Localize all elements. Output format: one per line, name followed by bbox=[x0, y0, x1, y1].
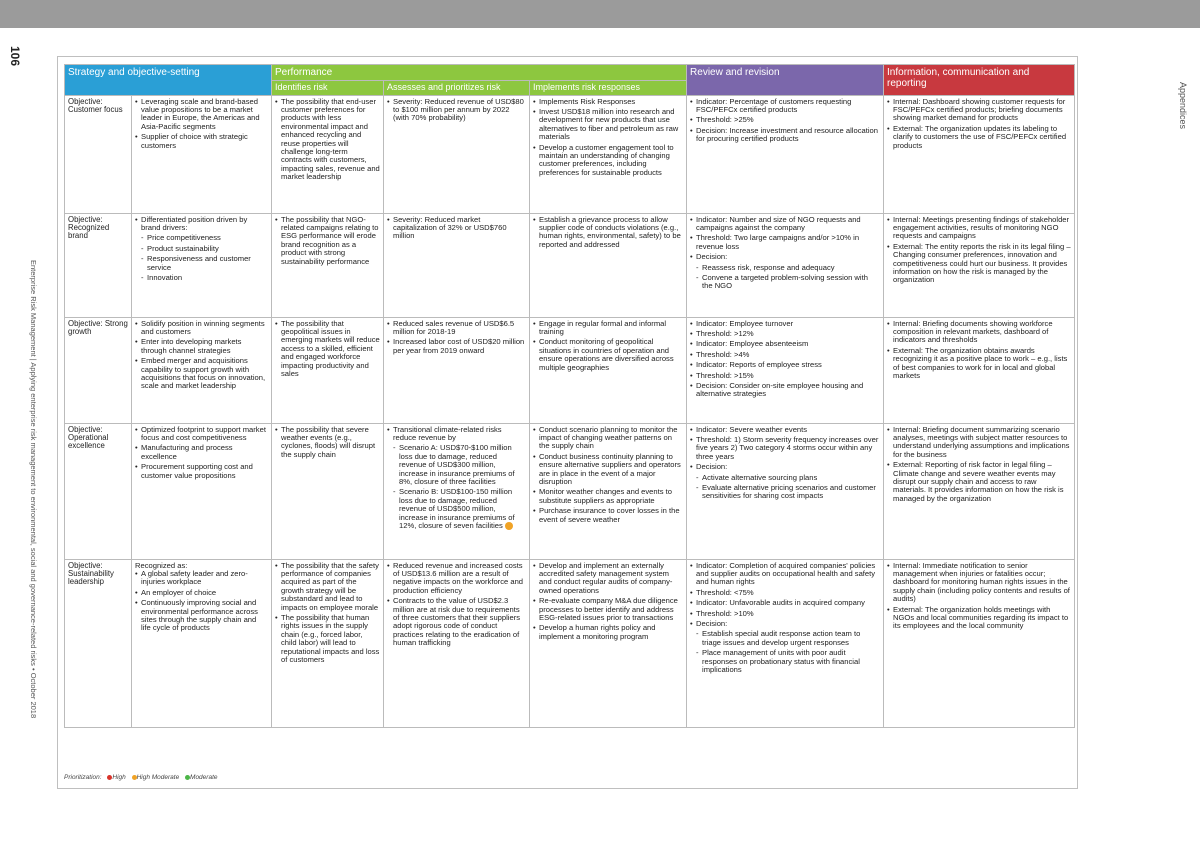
list-item bbox=[141, 463, 268, 480]
legend-high-moderate: High Moderate bbox=[136, 774, 180, 781]
objective-cell: Objective: Strong growth bbox=[65, 317, 132, 423]
list-item bbox=[281, 320, 380, 379]
identifies-cell bbox=[272, 317, 384, 423]
item-text: Threshold: <75% bbox=[696, 587, 754, 597]
list-item bbox=[539, 108, 683, 142]
list-item bbox=[141, 320, 268, 337]
sub-list-item bbox=[702, 484, 880, 501]
sub-list-item bbox=[702, 630, 880, 647]
list-item bbox=[696, 610, 880, 618]
assesses-cell bbox=[384, 423, 530, 559]
list-item bbox=[539, 453, 683, 487]
item-text: Price competitiveness bbox=[147, 233, 221, 243]
list-item bbox=[696, 372, 880, 380]
page-number: 106 bbox=[8, 46, 22, 67]
item-text: Engage in regular formal and informal training bbox=[539, 318, 667, 336]
item-text: Activate alternative sourcing plans bbox=[702, 472, 818, 482]
table-row bbox=[65, 95, 1075, 213]
item-text: Severity: Reduced market capitalization of 32% or USD$760 million bbox=[393, 214, 507, 241]
item-text: Purchase insurance to cover losses in the event of severe weather bbox=[539, 506, 680, 524]
item-text: A global safety leader and zero-injuries workplace bbox=[141, 568, 248, 587]
list-item bbox=[393, 216, 526, 241]
header-strategy: Strategy and objective-setting bbox=[65, 65, 272, 96]
strategy-cell bbox=[132, 95, 272, 213]
item-text: Scenario A: USD$70-$100 million loss due to damage, reduced revenue of USD$300 million, increase in insurance premiums of 8%, closure of three facilities bbox=[399, 443, 515, 486]
table-row bbox=[65, 213, 1075, 317]
item-text: Reassess risk, response and adequacy bbox=[702, 262, 835, 272]
item-text: Indicator: Number and size of NGO requests and campaigns against the company bbox=[696, 214, 861, 232]
item-text: Indicator: Employee absenteeism bbox=[696, 339, 809, 349]
review-cell bbox=[687, 317, 884, 423]
list-item bbox=[696, 330, 880, 338]
item-text: Indicator: Unfavorable audits in acquired company bbox=[696, 598, 865, 608]
list-item bbox=[893, 98, 1071, 123]
item-text: Evaluate alternative pricing scenarios and customer sensitivities for sharing cost impacts bbox=[702, 482, 876, 501]
identifies-cell bbox=[272, 213, 384, 317]
list-item bbox=[141, 599, 268, 633]
sub-list-item bbox=[399, 444, 526, 486]
item-text: Decision: Consider on-site employee housing and alternative strategies bbox=[696, 380, 864, 399]
item-text: Continuously improving social and environmental performance across sites through the supply chain and life cycle of products bbox=[141, 598, 258, 633]
list-item bbox=[696, 98, 880, 115]
sub-list-item bbox=[702, 649, 880, 674]
item-text: Internal: Meetings presenting findings of stakeholder engagement activities, results of monitoring NGO requests and campaigns bbox=[893, 214, 1070, 241]
item-text: Threshold: >12% bbox=[696, 328, 754, 338]
erm-table bbox=[64, 64, 1075, 728]
review-cell bbox=[687, 213, 884, 317]
info-cell bbox=[884, 95, 1075, 213]
table-row bbox=[65, 317, 1075, 423]
list-item bbox=[696, 116, 880, 124]
header-performance: Performance bbox=[272, 65, 687, 81]
objective-cell: Objective: Sustainability leadership bbox=[65, 559, 132, 727]
table-row bbox=[65, 423, 1075, 559]
implements-cell bbox=[530, 317, 687, 423]
review-cell bbox=[687, 423, 884, 559]
item-text: Develop a human rights policy and implement a monitoring program bbox=[539, 623, 656, 641]
assesses-cell bbox=[384, 559, 530, 727]
item-text: The possibility that NGO-related campaigns relating to ESG performance will erode brand recognition as a product with strong sustainability performance bbox=[281, 214, 379, 266]
item-text: Threshold: >10% bbox=[696, 608, 754, 618]
implements-cell bbox=[530, 213, 687, 317]
item-text: Scenario B: USD$100-150 million loss due to damage, reduced revenue of USD$500 million, increase in insurance premiums of 12%, closure of seven facilities bbox=[399, 487, 515, 530]
item-text: Transitional climate-related risks reduce revenue by bbox=[393, 424, 502, 442]
list-item bbox=[393, 338, 526, 355]
list-item bbox=[141, 444, 268, 461]
list-item bbox=[696, 216, 880, 233]
identifies-cell bbox=[272, 423, 384, 559]
item-text: Indicator: Severe weather events bbox=[696, 424, 808, 434]
identifies-cell bbox=[272, 559, 384, 727]
item-text: Indicator: Percentage of customers requesting FSC/PEFCx certified products bbox=[696, 96, 852, 114]
sub-list-item bbox=[702, 274, 880, 291]
list-item bbox=[696, 463, 880, 471]
item-text: Product sustainability bbox=[147, 243, 219, 253]
sub-list-item bbox=[147, 274, 268, 282]
strategy-cell bbox=[132, 559, 272, 727]
item-text: External: The entity reports the risk in its legal filing – Changing consumer preferences, innovation and competitiveness could hurt our business. It provides information on how the risk is managed by the organization bbox=[893, 241, 1071, 285]
item-text: Re-evaluate company M&A due diligence processes to better identify and address ESG-related issues prior to transactions bbox=[539, 596, 678, 622]
list-item bbox=[696, 127, 880, 144]
identifies-cell bbox=[272, 95, 384, 213]
list-item bbox=[893, 243, 1071, 285]
list-item bbox=[539, 488, 683, 505]
list-item bbox=[696, 382, 880, 399]
item-text: Indicator: Reports of employee stress bbox=[696, 360, 822, 370]
item-text: Monitor weather changes and events to substitute suppliers as appropriate bbox=[539, 487, 672, 505]
item-text: Internal: Dashboard showing customer requests for FSC/PEFCx certified products; briefing documents showing market demand for products bbox=[893, 96, 1066, 123]
list-item bbox=[281, 614, 380, 664]
list-item bbox=[393, 562, 526, 596]
list-item bbox=[281, 98, 380, 182]
assesses-cell bbox=[384, 213, 530, 317]
strategy-cell bbox=[132, 423, 272, 559]
item-text: External: The organization updates its labeling to clarify to customers the use of FSC/PEFCx certified products bbox=[893, 123, 1067, 150]
review-cell bbox=[687, 95, 884, 213]
review-cell bbox=[687, 559, 884, 727]
item-text: Contracts to the value of USD$2.3 million are at risk due to requirements of three customers that their suppliers adopt rigorous code of conduct practices relating to the eradication of human trafficking bbox=[393, 596, 521, 648]
item-text: The possibility that human rights issues in the supply chain (e.g., forced labor, child labor) will lead to reputational impacts and loss of customers bbox=[281, 612, 380, 664]
item-text: Convene a targeted problem-solving session with the NGO bbox=[702, 272, 868, 291]
list-item bbox=[893, 426, 1071, 460]
list-item bbox=[393, 98, 526, 123]
implements-cell bbox=[530, 95, 687, 213]
item-text: Manufacturing and process excellence bbox=[141, 443, 233, 461]
item-text: Increased labor cost of USD$20 million per year from 2019 onward bbox=[393, 337, 525, 355]
list-item bbox=[539, 98, 683, 106]
header-assesses: Assesses and prioritizes risk bbox=[384, 81, 530, 96]
list-item bbox=[696, 234, 880, 251]
list-item bbox=[696, 351, 880, 359]
item-text: Conduct business continuity planning to ensure alternative suppliers and operators are in place in the event of a major disruption bbox=[539, 451, 681, 486]
list-item bbox=[539, 216, 683, 250]
implements-cell bbox=[530, 423, 687, 559]
item-text: Decision: bbox=[696, 252, 728, 262]
list-item bbox=[893, 562, 1071, 604]
list-item bbox=[393, 597, 526, 647]
item-text: Decision: bbox=[696, 462, 728, 472]
list-item bbox=[893, 320, 1071, 345]
sub-list-item bbox=[147, 245, 268, 253]
list-item bbox=[696, 589, 880, 597]
item-text: Establish a grievance process to allow supplier code of conducts violations (e.g., human rights, environmental, safety) to be reported and addressed bbox=[539, 214, 681, 249]
assesses-cell bbox=[384, 95, 530, 213]
item-text: Solidify position in winning segments and customers bbox=[141, 318, 265, 336]
item-text: External: Reporting of risk factor in legal filing – Climate change and severe weather events may disrupt our supply chain and access to raw materials. It provides information on how the risk is managed by the organization bbox=[893, 460, 1064, 503]
item-text: External: The organization holds meetings with NGOs and local communities regarding its impact to its employees and the local community bbox=[893, 604, 1069, 631]
item-text: Develop and implement an externally accredited safety management system and conduct regular audits of company-owned operations bbox=[539, 560, 673, 595]
list-item bbox=[141, 570, 268, 587]
table-row bbox=[65, 559, 1075, 727]
list-item bbox=[893, 606, 1071, 631]
item-text: Supplier of choice with strategic customers bbox=[141, 132, 248, 150]
item-text: Leveraging scale and brand-based value propositions to be a market leader in Europe, the Americas and Asia-Pacific segments bbox=[141, 96, 260, 131]
item-text: Decision: bbox=[696, 618, 728, 628]
objective-cell: Objective: Recognized brand bbox=[65, 213, 132, 317]
item-text: Internal: Immediate notification to senior management when injuries or fatalities occur; dashboard for monitoring human rights issues in the supply chain (including policy contents and results of audits) bbox=[893, 560, 1070, 604]
list-item bbox=[696, 253, 880, 261]
priority-dot-icon bbox=[505, 522, 513, 530]
item-text: Implements Risk Responses bbox=[539, 96, 636, 106]
item-text: Internal: Briefing documents showing workforce composition in relevant markets, dashboard of indicators and thresholds bbox=[893, 318, 1053, 345]
list-item bbox=[696, 599, 880, 607]
item-text: Threshold: >15% bbox=[696, 370, 754, 380]
item-text: Internal: Briefing document summarizing scenario analyses, meetings with subject matter resources to understand underlying assumptions and implications for the business bbox=[893, 424, 1070, 459]
item-text: Embed merger and acquisitions capability to support growth with acquisitions that focus on innovation, scale and market leadership bbox=[141, 356, 266, 391]
header-implements: Implements risk responses bbox=[530, 81, 687, 96]
list-item bbox=[696, 436, 880, 461]
item-text: Invest USD$18 million into research and development for new products that use alternatives to fiber and petroleum as raw materials bbox=[539, 106, 679, 142]
item-text: Differentiated position driven by brand drivers: bbox=[141, 214, 248, 232]
sub-list-item bbox=[399, 488, 526, 530]
list-item bbox=[141, 133, 268, 150]
strategy-cell bbox=[132, 317, 272, 423]
sub-list-item bbox=[147, 234, 268, 242]
list-item bbox=[141, 357, 268, 391]
header-info: Information, communication and reporting bbox=[884, 65, 1075, 96]
item-text: Innovation bbox=[147, 272, 183, 282]
item-text: The possibility that the safety performance of companies acquired as part of the growth strategy will be substandard and lead to impacts on employee morale bbox=[281, 560, 379, 612]
legend-high: High bbox=[112, 774, 126, 781]
item-text: Threshold: >25% bbox=[696, 115, 754, 125]
legend-label: Prioritization: bbox=[64, 774, 102, 781]
list-item bbox=[141, 338, 268, 355]
item-text: The possibility that geopolitical issues in emerging markets will reduce access to a skilled, efficient and engaged workforce impacting productivity and sales bbox=[281, 318, 380, 378]
item-text: An employer of choice bbox=[141, 587, 217, 597]
list-item bbox=[696, 340, 880, 348]
sub-list-item bbox=[702, 264, 880, 272]
list-item bbox=[539, 144, 683, 178]
list-item bbox=[393, 320, 526, 337]
cell-lead: Recognized as: bbox=[135, 560, 188, 570]
item-text: Enter into developing markets through channel strategies bbox=[141, 337, 242, 355]
info-cell bbox=[884, 317, 1075, 423]
list-item bbox=[893, 461, 1071, 503]
strategy-cell bbox=[132, 213, 272, 317]
objective-cell: Objective: Customer focus bbox=[65, 95, 132, 213]
objective-cell: Objective: Operational excellence bbox=[65, 423, 132, 559]
list-item bbox=[539, 507, 683, 524]
item-text: Conduct monitoring of geopolitical situations in countries of operation and ensure operations are diversified across multiple geographies bbox=[539, 337, 674, 372]
list-item bbox=[893, 347, 1071, 381]
legend bbox=[64, 774, 218, 781]
list-item bbox=[141, 589, 268, 597]
section-label: Appendices bbox=[1178, 82, 1188, 130]
list-item bbox=[696, 361, 880, 369]
list-item bbox=[539, 624, 683, 641]
implements-cell bbox=[530, 559, 687, 727]
assesses-cell bbox=[384, 317, 530, 423]
list-item bbox=[281, 426, 380, 460]
item-text: Indicator: Completion of acquired companies' policies and supplier audits on occupational health and safety and human rights bbox=[696, 560, 876, 587]
item-text: Decision: Increase investment and resource allocation for procuring certified products bbox=[696, 125, 878, 144]
list-item bbox=[141, 216, 268, 233]
info-cell bbox=[884, 559, 1075, 727]
list-item bbox=[141, 426, 268, 443]
sub-list-item bbox=[147, 255, 268, 272]
list-item bbox=[893, 216, 1071, 241]
item-text: Responsiveness and customer service bbox=[147, 254, 251, 272]
header-review: Review and revision bbox=[687, 65, 884, 96]
item-text: The possibility that end-user customer preferences for products with less environmental impact and enhanced recycling and reuse properties will challenge long-term contracts with customers, impacting sales, revenue and market leadership bbox=[281, 96, 380, 182]
item-text: External: The organization obtains awards recognizing it as a positive place to work – e.g., lists of best companies to work for in local and global markets bbox=[893, 345, 1068, 380]
list-item bbox=[696, 562, 880, 587]
list-item bbox=[141, 98, 268, 132]
sub-list-item bbox=[702, 474, 880, 482]
top-bar bbox=[0, 0, 1200, 28]
item-text: Reduced revenue and increased costs of USD$13.6 million are a result of negative impacts on the workforce and production efficiency bbox=[393, 560, 524, 595]
info-cell bbox=[884, 423, 1075, 559]
header-identifies: Identifies risk bbox=[272, 81, 384, 96]
item-text: Reduced sales revenue of USD$6.5 million for 2018-19 bbox=[393, 318, 515, 336]
item-text: Threshold: 1) Storm severity frequency increases over five years 2) Two category 4 storms occur within any three years bbox=[696, 434, 879, 461]
list-item bbox=[281, 216, 380, 266]
list-item bbox=[696, 320, 880, 328]
item-text: Optimized footprint to support market focus and cost competitiveness bbox=[141, 424, 266, 442]
list-item bbox=[696, 426, 880, 434]
list-item bbox=[539, 320, 683, 337]
item-text: Severity: Reduced revenue of USD$80 to $100 million per annum by 2022 (with 70% probability) bbox=[393, 96, 524, 123]
item-text: Conduct scenario planning to monitor the impact of changing weather patterns on the supply chain bbox=[539, 424, 678, 451]
item-text: Establish special audit response action team to triage issues and develop urgent responses bbox=[702, 629, 861, 647]
item-text: Threshold: >4% bbox=[696, 349, 750, 359]
legend-moderate: Moderate bbox=[190, 774, 218, 781]
running-footer: Enterprise Risk Management | Applying enterprise risk management to environmental, social and governance-related risks • October 2018 bbox=[29, 260, 38, 719]
list-item bbox=[893, 125, 1071, 150]
item-text: Procurement supporting cost and customer value propositions bbox=[141, 462, 253, 480]
info-cell bbox=[884, 213, 1075, 317]
item-text: Develop a customer engagement tool to maintain an understanding of changing customer preferences, including preferences for sustainable products bbox=[539, 142, 674, 177]
item-text: The possibility that severe weather events (e.g., cyclones, floods) will disrupt the supply chain bbox=[281, 424, 376, 459]
list-item bbox=[281, 562, 380, 612]
item-text: Threshold: Two large campaigns and/or >10% in revenue loss bbox=[696, 233, 860, 251]
list-item bbox=[696, 620, 880, 628]
item-text: Indicator: Employee turnover bbox=[696, 318, 794, 328]
list-item bbox=[539, 338, 683, 372]
list-item bbox=[393, 426, 526, 443]
item-text: Place management of units with poor audit responses on probationary status with financial implications bbox=[702, 648, 860, 674]
list-item bbox=[539, 562, 683, 596]
list-item bbox=[539, 597, 683, 622]
list-item bbox=[539, 426, 683, 451]
